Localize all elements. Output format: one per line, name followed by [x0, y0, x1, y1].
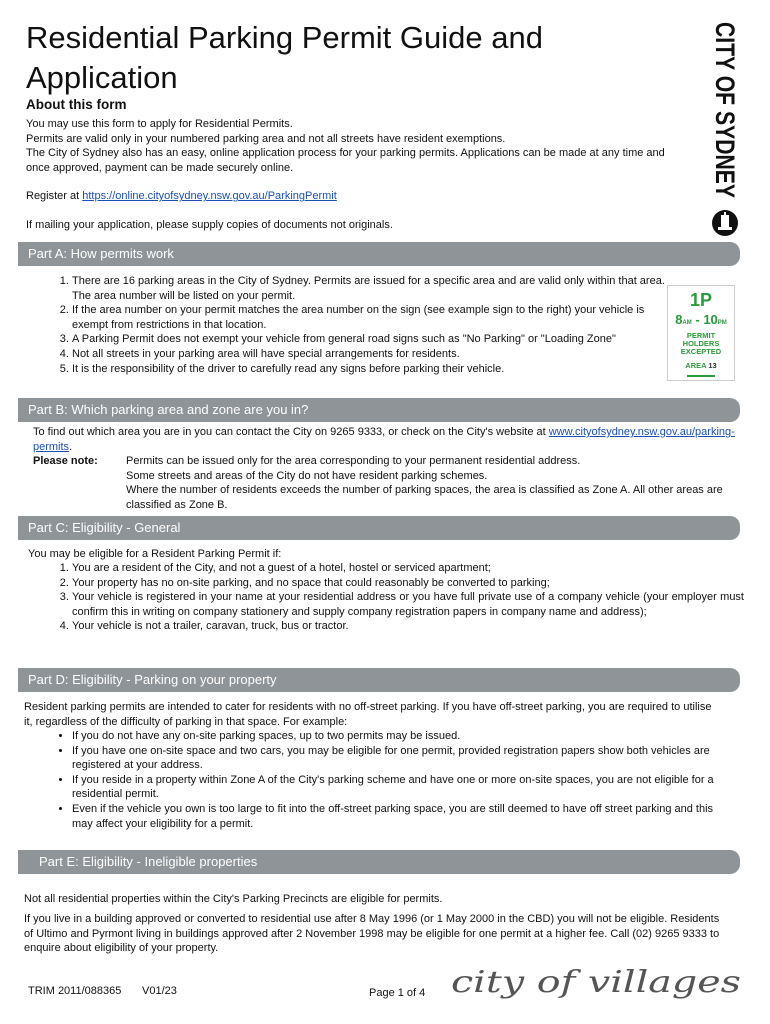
sign-line: PERMIT — [686, 331, 716, 340]
note-line: Permits can be issued only for the area corresponding to your permanent residential address. — [126, 455, 581, 467]
part-a-heading: Part A: How permits work — [18, 242, 740, 266]
version: V01/23 — [142, 985, 177, 997]
list-item: 1. You are a resident of the City, and not a guest of a hotel, hostel or serviced apartment; — [72, 561, 744, 576]
note-line: Some streets and areas of the City do not have resident parking schemes. — [126, 469, 488, 482]
list-item: 4. Your vehicle is not a trailer, caravan, truck, bus or tractor. — [72, 619, 744, 634]
list-item: 3. Your vehicle is registered in your name at your residential address or you have full private use of a company vehicle (your employer must confirm this in writing on company stationery and supply company registration papers in company name and address); — [72, 590, 744, 619]
list-item: 3. A Parking Permit does not exempt your vehicle from general road signs such as "No Parking" or "Loading Zone" — [72, 332, 672, 347]
city-of-villages-logo — [447, 962, 747, 1002]
list-item: 5. It is the responsibility of the driver to carefully read any signs before parking their vehicle. — [72, 362, 672, 377]
sign-top: 1P — [689, 290, 713, 310]
mailing-note: If mailing your application, please supply copies of documents not originals. — [26, 218, 393, 231]
part-a-list — [72, 274, 672, 376]
sign-line: HOLDERS — [682, 339, 720, 348]
list-item: 4. Not all streets in your parking area will have special arrangements for residents. — [72, 347, 672, 362]
city-crest-icon — [712, 210, 738, 236]
part-d-heading: Part D: Eligibility - Parking on your property — [18, 668, 740, 692]
note-line: Where the number of residents exceeds the number of parking spaces, the area is classified as Zone A. All other areas are classified as Zone B. — [126, 484, 723, 511]
please-note-list — [126, 454, 726, 512]
register-line — [26, 189, 686, 204]
part-b-heading: Part B: Which parking area and zone are you in? — [18, 398, 740, 422]
sign-underline — [687, 375, 715, 377]
part-c-intro: You may be eligible for a Resident Parking Permit if: — [28, 548, 282, 560]
register-link[interactable]: https://online.cityofsydney.nsw.gov.au/ParkingPermit — [82, 190, 337, 203]
page-title: Residential Parking Permit Guide and Application — [26, 20, 543, 95]
part-d-list — [72, 729, 722, 831]
example-parking-sign — [667, 285, 735, 381]
part-b-text: To find out which area you are in you can contact the City on 9265 9333, or check on the City's website at www.cityofsydney.nsw.gov.au/parking-permits. — [33, 426, 735, 453]
part-c-heading: Part C: Eligibility - General — [18, 516, 740, 540]
logo-text: CITY OF SYDNEY — [710, 22, 740, 247]
list-item: • If you reside in a property within Zone A of the City's parking scheme and have one or more on-site spaces, you are not eligible for a residential permit. — [72, 773, 722, 802]
list-item: 1. There are 16 parking areas in the City of Sydney. Permits are issued for a specific area and are valid only within that area. The area number will be listed on your permit. — [72, 274, 672, 303]
part-e-heading: Part E: Eligibility - Ineligible properties — [18, 850, 740, 874]
part-b-prefix: To find out which area you are in you can contact the City on 9265 9333, or check on the City's website at — [33, 426, 549, 438]
list-item: 2. Your property has no on-site parking, and no space that could reasonably be converted to parking; — [72, 576, 744, 591]
part-c-list — [72, 561, 744, 634]
please-note-label: Please note: — [33, 455, 98, 467]
sign-area: AREA 13 — [685, 361, 717, 370]
part-e-p2: If you live in a building approved or converted to residential use after 8 May 1996 (or 1 May 2000 in the CBD) you will not be eligible. Residents of Ultimo and Pyrmont living in buildings approved after 2 November 1998 may be eligible for one permit at a higher fee. Call (02) 9265 9333 to enquire about eligibility of your property. — [24, 913, 720, 955]
part-d-intro: Resident parking permits are intended to cater for residents with no off-street parking. If you have off-street parking, you are required to utilise it, regardless of the difficulty of parking in that space. For example: — [24, 701, 712, 728]
page-number: Page 1 of 4 — [369, 987, 426, 999]
parking-permits-link[interactable]: www.cityofsydney.nsw.gov.au/parking-permits — [33, 426, 735, 453]
city-of-sydney-logo — [710, 18, 740, 248]
sign-line: EXCEPTED — [680, 347, 722, 356]
list-item: 2. If the area number on your permit matches the area number on the sign (see example sign to the right) your vehicle is exempt from restrictions in that location. — [72, 303, 672, 332]
about-section — [26, 117, 686, 233]
about-line: The City of Sydney also has an easy, online application process for your parking permits. Applications can be made at any time and once approved, payment can be made securely online. — [26, 147, 665, 174]
list-item: • If you do not have any on-site parking spaces, up to two permits may be issued. — [72, 729, 722, 744]
list-item: • If you have one on-site space and two cars, you may be eligible for one permit, provided registration papers show both vehicles are registered at your address. — [72, 744, 722, 773]
about-line: You may use this form to apply for Residential Permits. — [26, 118, 293, 130]
part-e-p1: Not all residential properties within the City's Parking Precincts are eligible for permits. — [24, 893, 443, 905]
list-item: • Even if the vehicle you own is too large to fit into the off-street parking space, you are still deemed to have off street parking and this may affect your eligibility for a permit. — [72, 802, 722, 831]
about-heading: About this form — [26, 97, 127, 112]
script-logo-text: city of villages — [451, 965, 741, 1000]
register-prefix: Register at — [26, 190, 83, 203]
sign-time: 8AM - 10PM — [675, 312, 727, 327]
trim-number: TRIM 2011/088365 — [28, 985, 122, 997]
about-line: Permits are valid only in your numbered parking area and not all streets have resident exemptions. — [26, 132, 506, 145]
